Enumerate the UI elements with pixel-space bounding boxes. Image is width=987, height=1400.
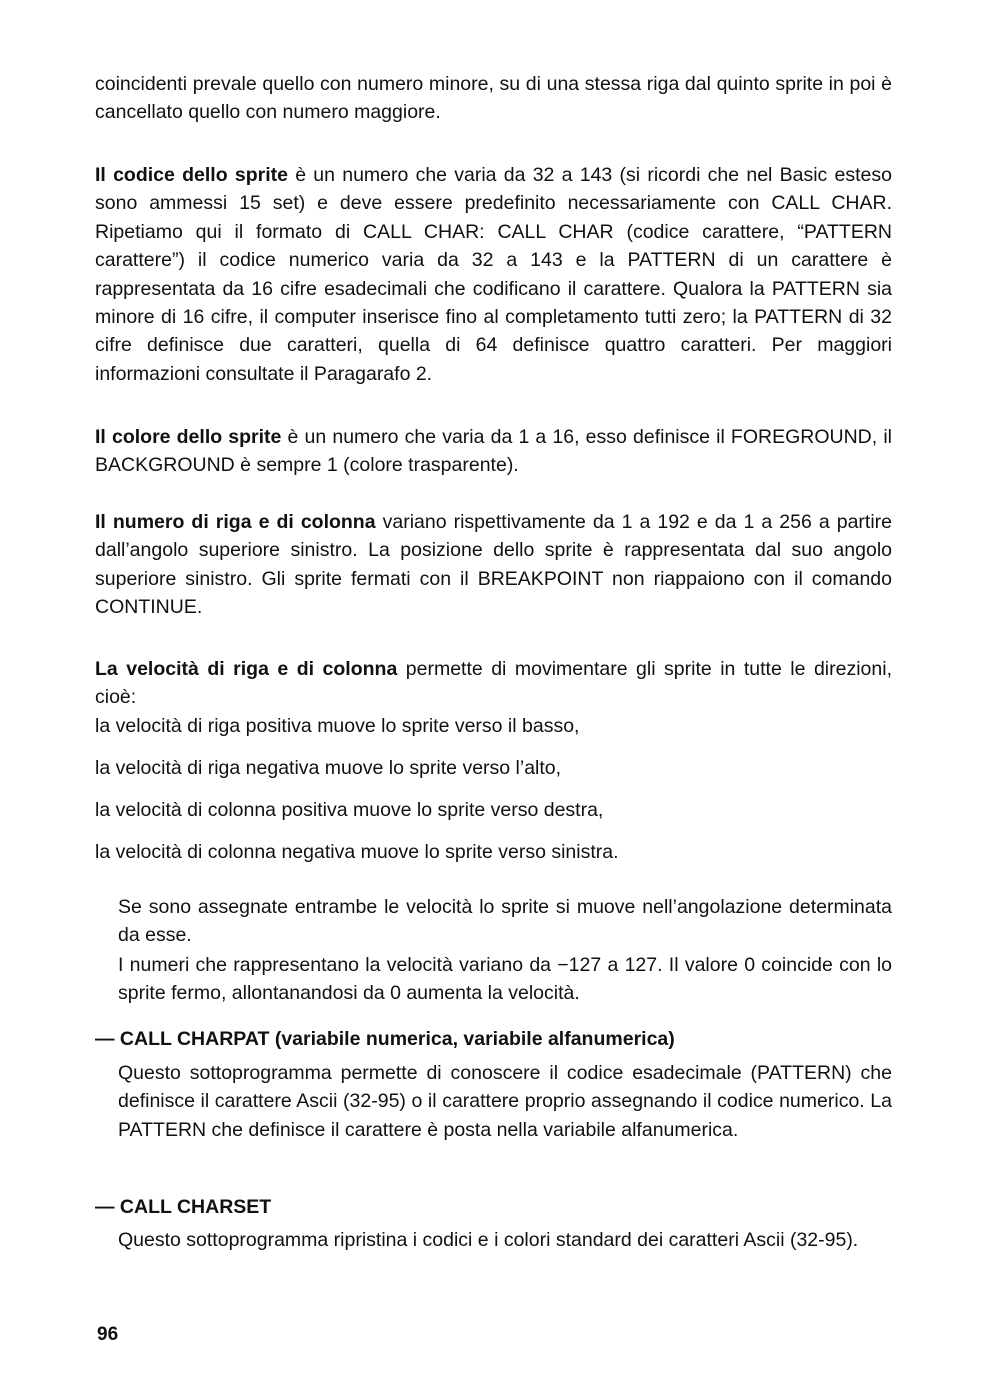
paragraph-text <box>95 161 892 388</box>
term-sprite-color: Il colore dello sprite <box>95 426 282 448</box>
section-heading: — CALL CHARSET <box>95 1196 272 1218</box>
paragraph-sprite-color <box>95 423 892 480</box>
paragraph-body: è un numero che varia da 1 a 16, esso definisce il FOREGROUND, il BACKGROUND è sempre 1 (colore trasparente). <box>95 426 892 477</box>
paragraph-text: I numeri che rappresentano la velocità variano da −127 a 127. Il valore 0 coincide con lo sprite fermo, allontanandosi da 0 aumenta la velocità. <box>118 954 892 1005</box>
paragraph-body: variano rispettivamente da 1 a 192 e da 1 a 256 a partire dall’angolo superiore sinistro. La posizione dello sprite è rappresentata dal suo angolo superiore sinistro. Gli sprite fermati con il BREAKPOINT non riappaiono con il comando CONTINUE. <box>95 511 892 619</box>
paragraph-text: coincidenti prevale quello con numero minore, su di una stessa riga dal quinto sprite in poi è cancellato quello con numero maggiore. <box>95 73 892 124</box>
term-velocity: La velocità di riga e di colonna <box>95 658 398 680</box>
paragraph-velocity-range <box>118 951 892 1008</box>
list-item: la velocità di riga negativa muove lo sprite verso l’alto, <box>95 757 562 779</box>
section-heading-charset <box>95 1193 892 1221</box>
paragraph-continuation <box>95 70 892 127</box>
list-item: la velocità di colonna positiva muove lo sprite verso destra, <box>95 799 604 821</box>
velocity-list-item <box>95 796 892 824</box>
list-item: la velocità di riga positiva muove lo sprite verso il basso, <box>95 715 580 737</box>
section-body-charpat <box>118 1059 892 1144</box>
paragraph-text: Se sono assegnate entrambe le velocità lo sprite si muove nell’angolazione determinata da esse. <box>118 896 892 947</box>
section-heading: — CALL CHARPAT (variabile numerica, variabile alfanumerica) <box>95 1028 675 1050</box>
paragraph-sprite-code <box>95 161 892 388</box>
velocity-list-item <box>95 712 892 740</box>
paragraph-text <box>95 655 892 712</box>
velocity-list-item <box>95 838 892 866</box>
list-item: la velocità di colonna negativa muove lo sprite verso sinistra. <box>95 841 619 863</box>
section-body: Questo sottoprogramma ripristina i codici e i colori standard dei caratteri Ascii (32-95). <box>118 1229 859 1251</box>
paragraph-row-column <box>95 508 892 622</box>
term-sprite-code: Il codice dello sprite <box>95 164 288 186</box>
paragraph-body: è un numero che varia da 32 a 143 (si ricordi che nel Basic esteso sono ammessi 15 set) e deve essere predefinito necessariamente con CALL CHAR. Ripetiamo qui il formato di CALL CHAR: CALL CHAR (codice carattere, “PATTERN carattere”) il codice numerico varia da 32 a 143 e la PATTERN di un carattere è rappresentata da 16 cifre esadecimali che codificano il carattere. Qualora la PATTERN sia minore di 16 cifre, il computer inserisce fino al completamento tutti zero; la PATTERN di 32 cifre definisce due caratteri, quella di 64 definisce quattro caratteri. Per maggiori informazioni consultate il Paragarafo 2. <box>95 164 892 385</box>
section-body: Questo sottoprogramma permette di conoscere il codice esadecimale (PATTERN) che definisce il carattere Ascii (32-95) o il carattere proprio assegnando il codice numerico. La PATTERN che definisce il carattere è posta nella variabile alfanumerica. <box>118 1062 892 1141</box>
section-heading-charpat <box>95 1025 892 1053</box>
paragraph-text <box>95 423 892 480</box>
page-number: 96 <box>97 1324 119 1345</box>
paragraph-combined-velocity <box>118 893 892 950</box>
section-body-charset <box>118 1226 892 1254</box>
paragraph-velocity <box>95 655 892 712</box>
velocity-list-item <box>95 754 892 782</box>
paragraph-text <box>95 508 892 622</box>
term-row-column-number: Il numero di riga e di colonna <box>95 511 376 533</box>
paragraph-body: permette di movimentare gli sprite in tutte le direzioni, cioè: <box>95 658 893 709</box>
